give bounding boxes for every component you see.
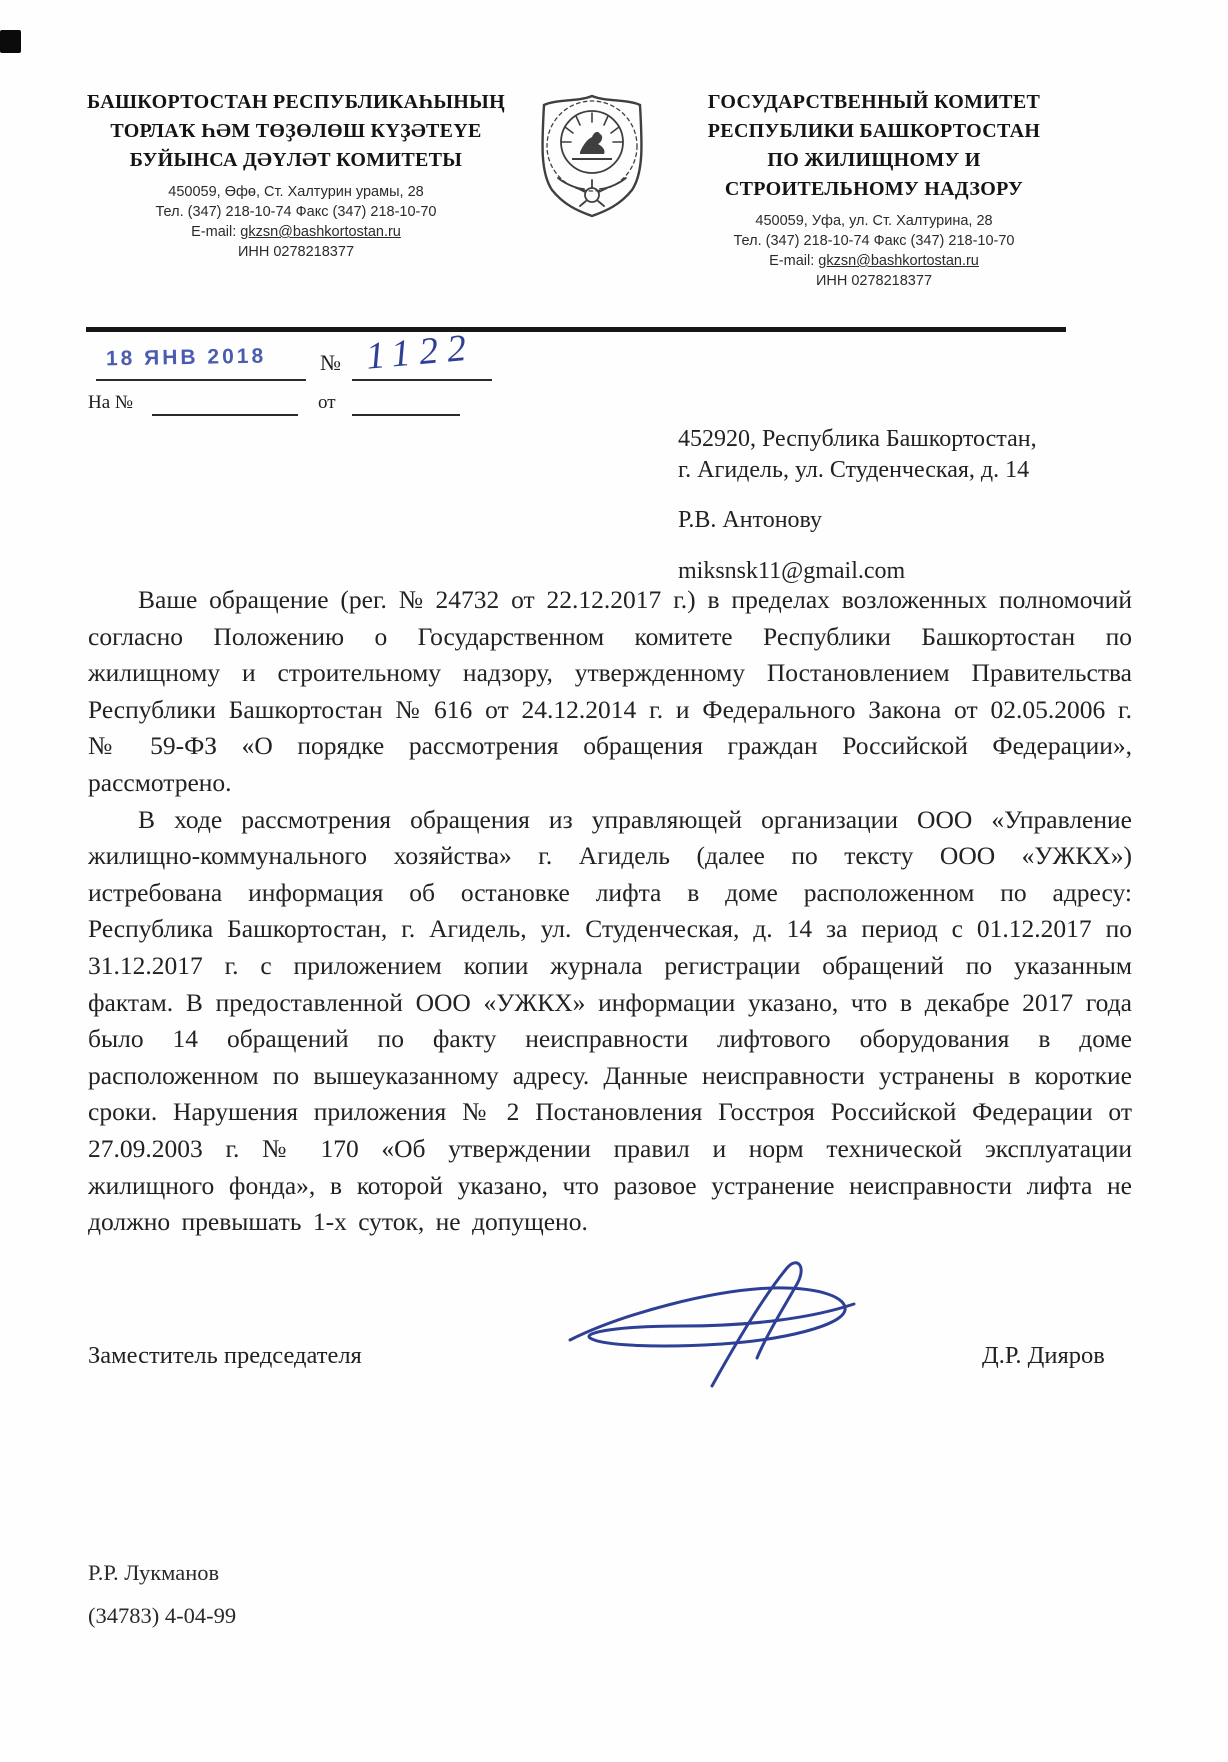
org-email-link: gkzsn@bashkortostan.ru [240,224,401,240]
outgoing-number-label: № [320,350,341,375]
coat-of-arms-icon [534,92,650,220]
recipient-email: miksnsk11@gmail.com [678,558,906,584]
signature-scribble-icon [560,1258,860,1398]
email-label: E-mail: [191,224,237,240]
org-inn: ИНН 0278218377 [815,273,933,289]
org-details-left [78,182,514,262]
org-name-line: БАШКОРТОСТАН РЕСПУБЛИКАҺЫНЫҢ [87,91,505,113]
handwritten-outgoing-number: 1122 [364,326,477,378]
recipient-address-line2: г. Агидель, ул. Студенческая, д. 14 [678,457,1030,483]
org-phone: Тел. (347) 218-10-74 Факс (347) 218-10-70 [155,204,437,220]
letterhead-right [648,88,1100,291]
signatory-name: Д.Р. Дияров [982,1342,1105,1369]
org-address: 450059, Уфа, ул. Ст. Халтурина, 28 [755,213,993,229]
signatory-position: Заместитель председателя [88,1342,362,1369]
letterhead-left [78,88,514,262]
incoming-number-blank-line [152,414,298,416]
org-details-right [648,211,1100,291]
incoming-number-label: На № [88,392,134,413]
org-phone: Тел. (347) 218-10-74 Факс (347) 218-10-70 [733,233,1015,249]
date-stamp: 18 ЯНВ 2018 [105,344,267,371]
letter-body [88,582,1132,1241]
recipient-block [678,424,1140,587]
org-address: 450059, Өфө, Ст. Халтурин урамы, 28 [168,184,424,200]
executor-phone: (34783) 4-04-99 [88,1603,237,1628]
org-email-link: gkzsn@bashkortostan.ru [818,253,979,269]
body-paragraph-2: В ходе рассмотрения обращения из управляющей организации ООО «Управление жилищно-коммунального хозяйства» г. Агидель (далее по тексту ООО «УЖКХ») истребована информация об остановке лифта в доме расположенном по адресу: Республика Башкортостан, г. Агидель, ул. Студенческая, д. 14 за период с 01.12.2017 по 31.12.2017 г. с приложением копии журнала регистрации обращений по указанным фактам. В предоставленной ООО «УЖКХ» информации указано, что в декабре 2017 года было 14 обращений по факту неисправности лифтового оборудования в доме расположенном по вышеуказанному адресу. Данные неисправности устранены в короткие сроки. Нарушения приложения № 2 Постановления Госстроя Российской Федерации от 27.09.2003 г. № 170 «Об утверждении правил и норм технической эксплуатации жилищного фонда», в которой указано, что разовое устранение неисправности лифта не должно превышать 1-х суток, не допущено. [88,804,1132,1237]
org-name-line: ПО ЖИЛИЩНОМУ И [767,149,981,171]
executor-block [88,1560,236,1629]
email-label: E-mail: [769,253,815,269]
org-name-line: ГОСУДАРСТВЕННЫЙ КОМИТЕТ [707,91,1041,113]
body-paragraph-1: Ваше обращение (рег. № 24732 от 22.12.2017 г.) в пределах возложенных полномочий согласно Положению о Государственном комитете Республики Башкортостан по жилищному и строительному надзору, утвержденному Постановлением Правительства Республики Башкортостан № 616 от 24.12.2014 г. и Федерального Закона от 02.05.2006 г. № 59-ФЗ «О порядке рассмотрения обращения граждан Российской Федерации», рассмотрено. [88,585,1132,797]
org-name-line: ТОРЛАҠ ҺӘМ ТӨҘӨЛӨШ КҮҘӘТЕҮЕ [110,120,482,142]
org-name-line: БУЙЫНСА ДӘҮЛӘТ КОМИТЕТЫ [129,149,463,171]
org-email-row [648,251,1100,271]
org-name-line: СТРОИТЕЛЬНОМУ НАДЗОРУ [724,178,1024,200]
date-blank-line [96,379,306,381]
incoming-date-label: от [318,392,336,413]
number-blank-line [352,379,492,381]
org-name-russian [648,88,1100,204]
org-email-row [78,222,514,242]
recipient-name: Р.В. Антонову [678,507,823,533]
header-divider [86,327,1066,332]
scan-artifact [0,30,21,53]
org-name-line: РЕСПУБЛИКИ БАШКОРТОСТАН [707,120,1041,142]
executor-name: Р.Р. Лукманов [88,1560,220,1585]
org-name-bashkir [78,88,514,175]
org-inn: ИНН 0278218377 [237,244,355,260]
recipient-address-line1: 452920, Республика Башкортостан, [678,426,1037,452]
incoming-date-blank-line [352,414,460,416]
